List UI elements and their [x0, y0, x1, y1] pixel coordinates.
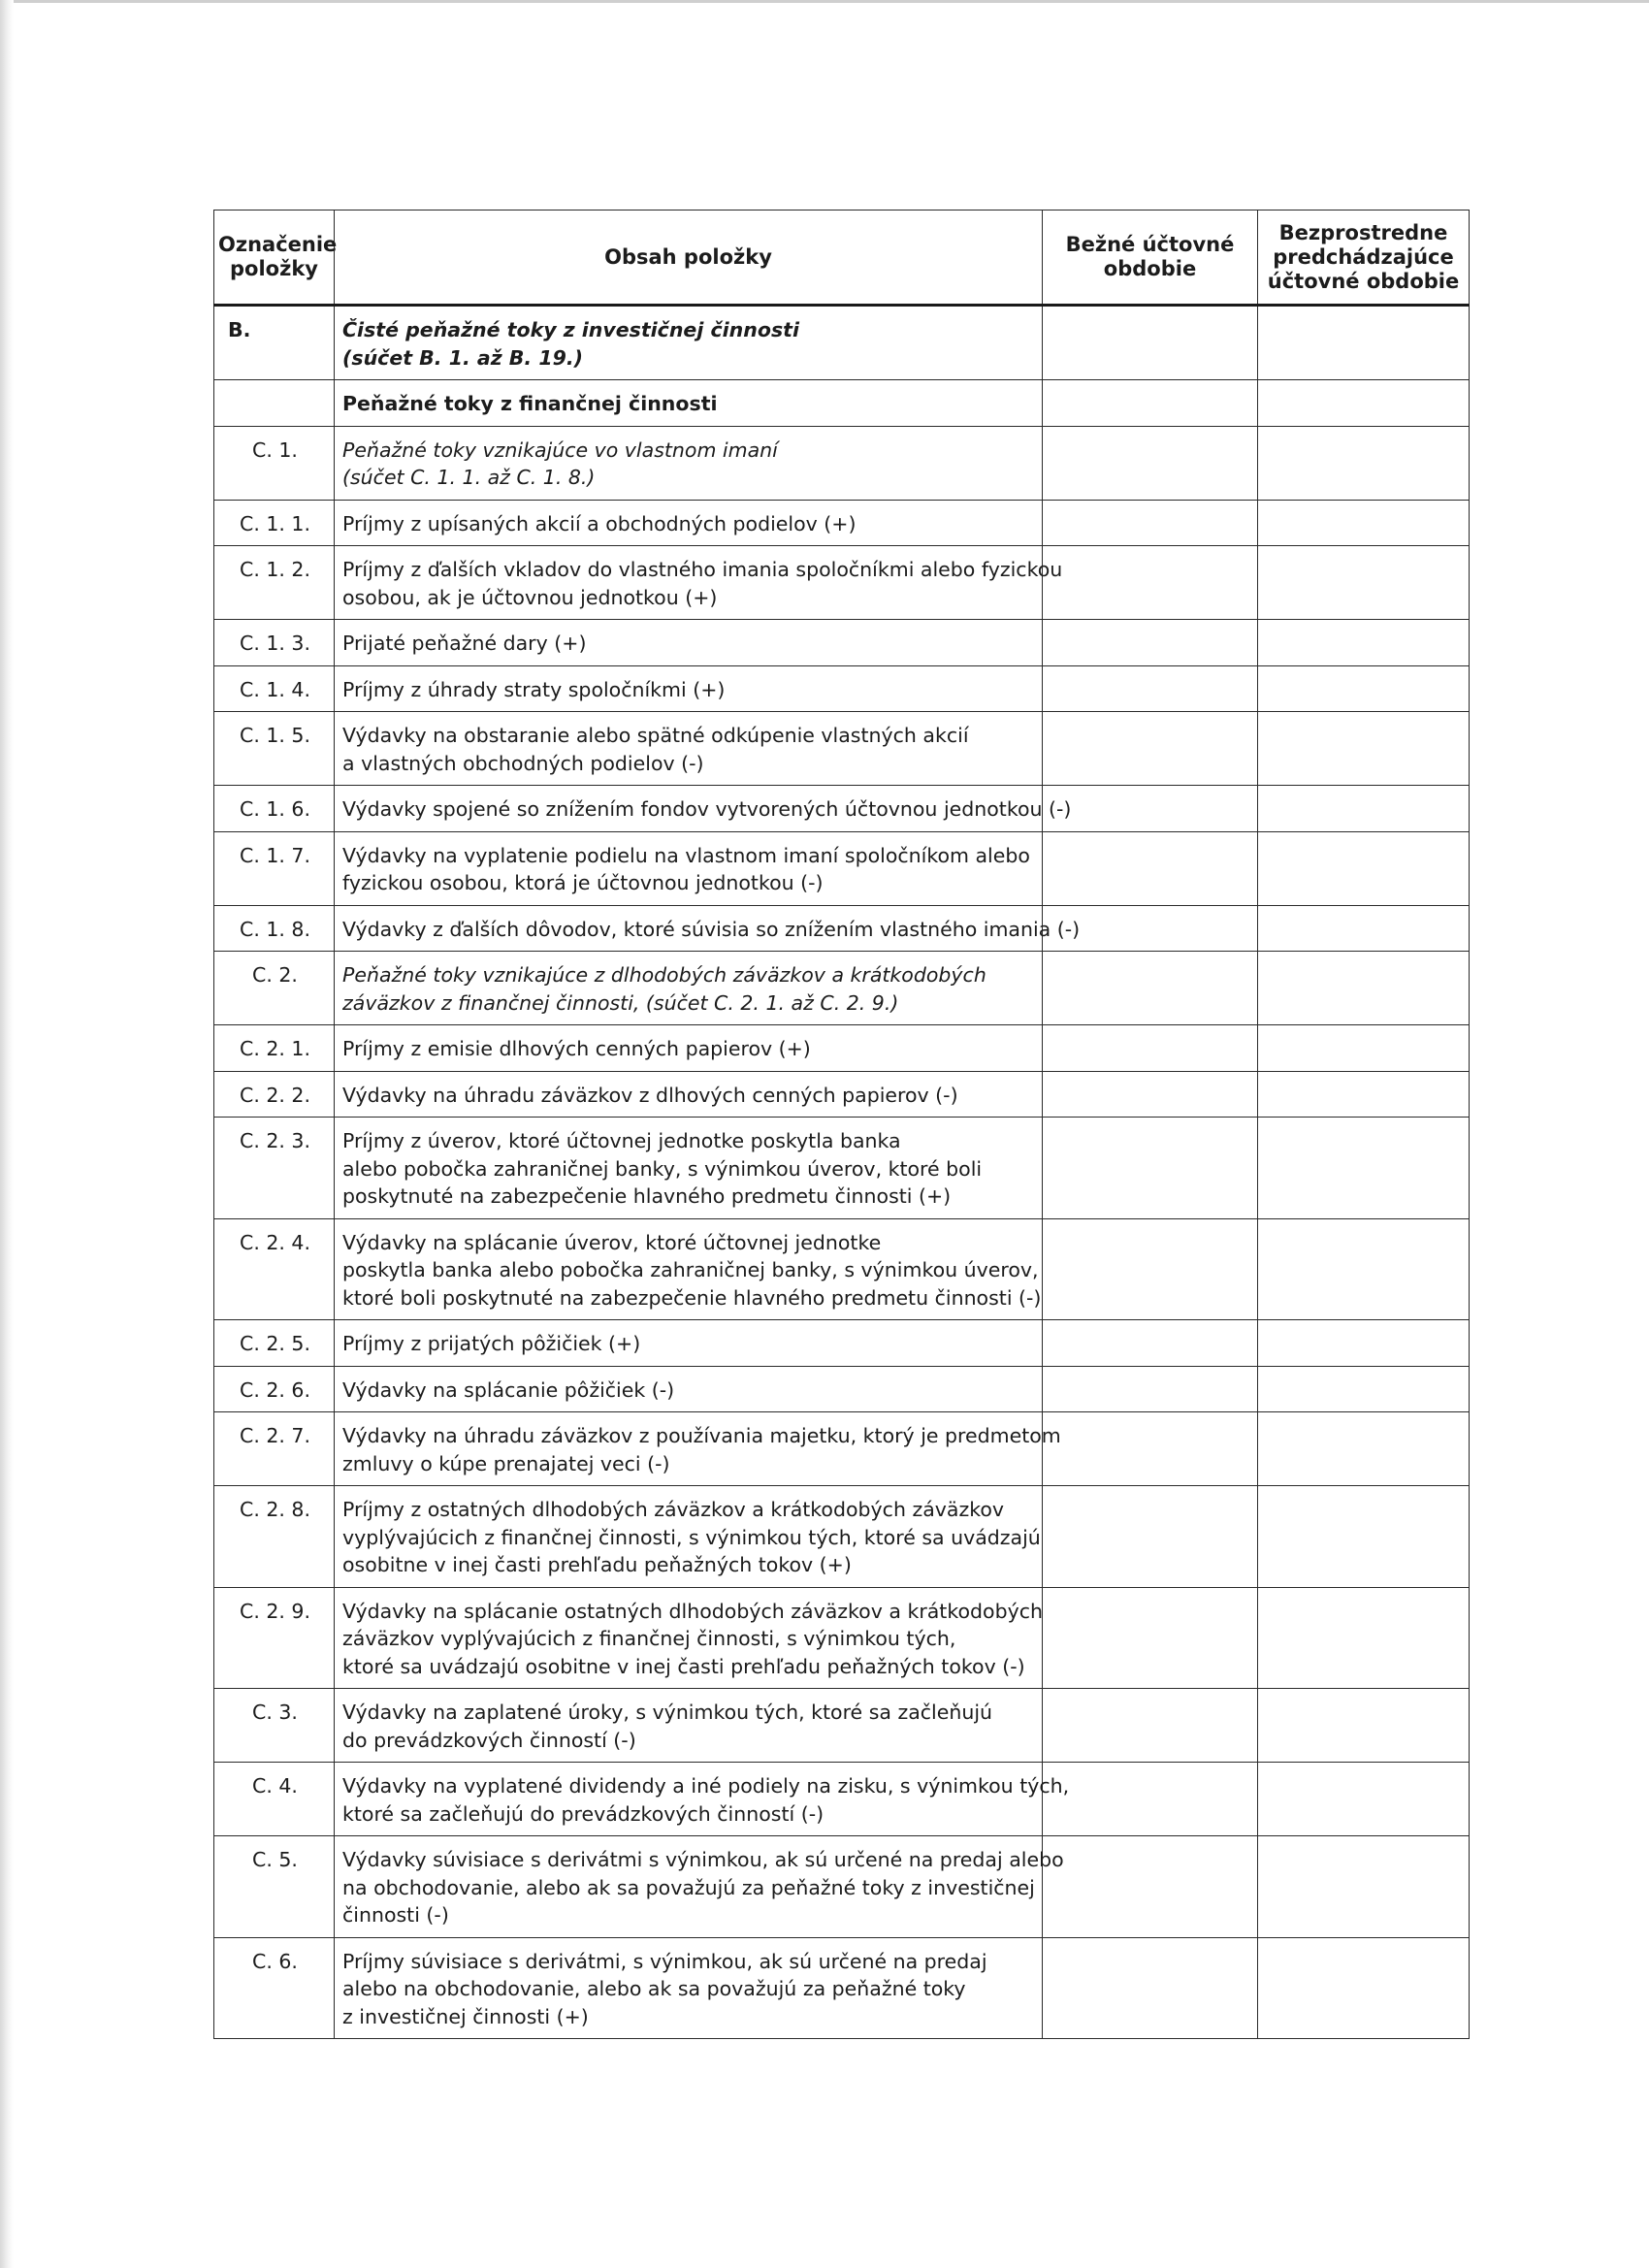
item-content-line: záväzkov vyplývajúcich z finančnej činnosti, s výnimkou tých,	[342, 1627, 956, 1650]
item-code: C. 2.	[214, 952, 335, 1025]
item-content	[335, 1071, 1043, 1118]
item-content	[335, 546, 1063, 620]
item-content	[335, 952, 1043, 1025]
previous-period-cell	[1258, 500, 1470, 546]
table-row	[214, 426, 1470, 500]
item-content-line: Výdavky na splácanie úverov, ktoré účtovnej jednotke	[342, 1230, 882, 1254]
item-code: C. 1. 2.	[214, 546, 335, 620]
table-row	[214, 1587, 1470, 1689]
item-content	[335, 1118, 1043, 1219]
item-content-line: fyzickou osobou, ktorá je účtovnou jednotkou (-)	[342, 871, 824, 894]
item-content-line: Peňažné toky vznikajúce vo vlastnom imaní	[342, 437, 778, 462]
previous-period-cell	[1258, 546, 1470, 620]
table-row	[214, 380, 1470, 427]
table-row	[214, 620, 1470, 666]
previous-period-cell	[1258, 1412, 1470, 1486]
item-code: C. 5.	[214, 1836, 335, 1938]
item-content	[335, 1587, 1043, 1689]
table-row	[214, 500, 1470, 546]
current-period-cell	[1043, 620, 1258, 666]
item-content-line: Výdavky súvisiace s derivátmi s výnimkou, ak sú určené na predaj alebo	[342, 1848, 1064, 1871]
cash-flow-table	[213, 210, 1470, 2039]
previous-period-cell	[1258, 1320, 1470, 1367]
current-period-cell	[1043, 306, 1258, 380]
previous-period-cell	[1258, 620, 1470, 666]
item-content-line: alebo na obchodovanie, alebo ak sa považujú za peňažné toky	[342, 1977, 966, 2000]
current-period-cell	[1043, 1937, 1258, 2039]
table-row	[214, 712, 1470, 786]
item-content-line: Výdavky na vyplatené dividendy a iné podiely na zisku, s výnimkou tých,	[342, 1774, 1070, 1798]
current-period-cell	[1043, 712, 1258, 786]
table-row	[214, 1937, 1470, 2039]
table-row	[214, 1836, 1470, 1938]
current-period-cell	[1043, 1025, 1258, 1072]
item-code: C. 2. 7.	[214, 1412, 335, 1486]
current-period-cell	[1043, 380, 1258, 427]
item-content	[335, 500, 1043, 546]
table-row	[214, 1118, 1470, 1219]
current-period-cell	[1043, 1320, 1258, 1367]
item-content-line: Príjmy z upísaných akcií a obchodných podielov (+)	[342, 511, 857, 535]
previous-period-cell	[1258, 380, 1470, 427]
item-content	[335, 426, 1043, 500]
previous-period-cell	[1258, 952, 1470, 1025]
table-row	[214, 1689, 1470, 1763]
header-previous-period: Bezprostredne predchádzajúce účtovné obdobie	[1258, 211, 1470, 306]
previous-period-cell	[1258, 1486, 1470, 1588]
item-content-line: osobou, ak je účtovnou jednotkou (+)	[342, 585, 718, 609]
table-row	[214, 1320, 1470, 1367]
table-row	[214, 1366, 1470, 1412]
item-code: C. 2. 4.	[214, 1218, 335, 1320]
previous-period-cell	[1258, 1218, 1470, 1320]
current-period-cell	[1043, 952, 1258, 1025]
item-code: B.	[214, 306, 335, 380]
previous-period-cell	[1258, 786, 1470, 832]
item-content-line: ktoré boli poskytnuté na zabezpečenie hlavného predmetu činnosti (-)	[342, 1285, 1042, 1310]
current-period-cell	[1043, 1587, 1258, 1689]
current-period-cell	[1043, 1836, 1258, 1938]
item-content-line: poskytla banka alebo pobočka zahraničnej banky, s výnimkou úverov,	[342, 1258, 1039, 1281]
item-code: C. 2. 1.	[214, 1025, 335, 1072]
item-content-line: vyplývajúcich z finančnej činnosti, s výnimkou tých, ktoré sa uvádzajú	[342, 1525, 1041, 1549]
previous-period-cell	[1258, 1071, 1470, 1118]
item-code: C. 3.	[214, 1689, 335, 1763]
item-content-line: Výdavky na obstaranie alebo spätné odkúpenie vlastných akcií	[342, 724, 969, 747]
current-period-cell	[1043, 1218, 1258, 1320]
current-period-cell	[1043, 786, 1258, 832]
item-content-line: Prijaté peňažné dary (+)	[342, 632, 587, 655]
table-row	[214, 831, 1470, 905]
item-content	[335, 620, 1043, 666]
current-period-cell	[1043, 1118, 1258, 1219]
previous-period-cell	[1258, 905, 1470, 952]
item-content-line: osobitne v inej časti prehľadu peňažných tokov (+)	[342, 1553, 852, 1576]
previous-period-cell	[1258, 306, 1470, 380]
table-row	[214, 1218, 1470, 1320]
table-row	[214, 1071, 1470, 1118]
item-content	[335, 1218, 1043, 1320]
previous-period-cell	[1258, 1937, 1470, 2039]
header-item-content: Obsah položky	[335, 211, 1043, 306]
item-content-line: Výdavky na úhradu záväzkov z používania majetku, ktorý je predmetom	[342, 1424, 1061, 1447]
item-code	[214, 380, 335, 427]
table-body	[214, 306, 1470, 2039]
item-content	[335, 1486, 1043, 1588]
item-code: C. 2. 8.	[214, 1486, 335, 1588]
current-period-cell	[1043, 500, 1258, 546]
item-content-line: Príjmy z emisie dlhových cenných papierov (+)	[342, 1037, 811, 1060]
item-content-line: do prevádzkových činností (-)	[342, 1728, 636, 1752]
item-content	[335, 1937, 1043, 2039]
table-row	[214, 1025, 1470, 1072]
previous-period-cell	[1258, 1689, 1470, 1763]
item-content-line: (súčet B. 1. až B. 19.)	[342, 345, 584, 370]
item-content-line: Čisté peňažné toky z investičnej činnosti	[342, 318, 799, 341]
item-code: C. 2. 6.	[214, 1366, 335, 1412]
item-content	[335, 665, 1043, 712]
item-code: C. 1. 8.	[214, 905, 335, 952]
item-code: C. 4.	[214, 1763, 335, 1836]
item-content-line: Výdavky na vyplatenie podielu na vlastnom imaní spoločníkom alebo	[342, 843, 1030, 867]
current-period-cell	[1043, 1071, 1258, 1118]
current-period-cell	[1043, 665, 1258, 712]
item-code: C. 2. 5.	[214, 1320, 335, 1367]
item-content	[335, 1025, 1043, 1072]
item-content	[335, 1836, 1064, 1938]
previous-period-cell	[1258, 1763, 1470, 1836]
item-code: C. 1. 1.	[214, 500, 335, 546]
item-content-line: Výdavky na splácanie ostatných dlhodobých záväzkov a krátkodobých	[342, 1599, 1043, 1623]
current-period-cell	[1043, 546, 1258, 620]
current-period-cell	[1043, 426, 1258, 500]
item-content-line: ktoré sa uvádzajú osobitne v inej časti prehľadu peňažných tokov (-)	[342, 1654, 1025, 1678]
previous-period-cell	[1258, 1836, 1470, 1938]
item-code: C. 1. 3.	[214, 620, 335, 666]
table-row	[214, 546, 1470, 620]
previous-period-cell	[1258, 1366, 1470, 1412]
table-row	[214, 952, 1470, 1025]
table-row	[214, 1412, 1470, 1486]
item-code: C. 1.	[214, 426, 335, 500]
item-content	[335, 712, 1043, 786]
item-content-line: činnosti (-)	[342, 1903, 449, 1927]
table-row	[214, 1486, 1470, 1588]
item-content-line: (súčet C. 1. 1. až C. 1. 8.)	[342, 466, 596, 489]
current-period-cell	[1043, 831, 1258, 905]
item-content	[335, 905, 1081, 952]
current-period-cell	[1043, 1366, 1258, 1412]
table-row	[214, 665, 1470, 712]
item-content-line: poskytnuté na zabezpečenie hlavného predmetu činnosti (+)	[342, 1184, 952, 1208]
item-content-line: Príjmy súvisiace s derivátmi, s výnimkou, ak sú určené na predaj	[342, 1949, 987, 1973]
item-content-line: Peňažné toky z finančnej činnosti	[342, 392, 718, 415]
item-code: C. 1. 4.	[214, 665, 335, 712]
item-content-line: Príjmy z ďalších vkladov do vlastného imania spoločníkmi alebo fyzickou	[342, 558, 1063, 581]
item-code: C. 1. 7.	[214, 831, 335, 905]
previous-period-cell	[1258, 831, 1470, 905]
item-content	[335, 786, 1072, 832]
table-row	[214, 306, 1470, 380]
header-current-period: Bežné účtovné obdobie	[1043, 211, 1258, 306]
current-period-cell	[1043, 1412, 1258, 1486]
item-code: C. 2. 2.	[214, 1071, 335, 1118]
previous-period-cell	[1258, 1118, 1470, 1219]
scan-edge-left	[0, 0, 14, 2268]
item-content	[335, 1763, 1070, 1836]
item-content-line: na obchodovanie, alebo ak sa považujú za peňažné toky z investičnej	[342, 1875, 1035, 1899]
item-content-line: Príjmy z úverov, ktoré účtovnej jednotke poskytla banka	[342, 1129, 901, 1152]
item-content	[335, 1412, 1061, 1486]
previous-period-cell	[1258, 712, 1470, 786]
item-code: C. 1. 5.	[214, 712, 335, 786]
item-content-line: alebo pobočka zahraničnej banky, s výnimkou úverov, ktoré boli	[342, 1156, 983, 1181]
item-content-line: ktoré sa začleňujú do prevádzkových činností (-)	[342, 1801, 824, 1826]
item-content-line: zmluvy o kúpe prenajatej veci (-)	[342, 1451, 670, 1475]
table-row	[214, 1763, 1470, 1836]
item-content-line: Príjmy z prijatých pôžičiek (+)	[342, 1332, 641, 1355]
header-item-code: Označenie položky	[214, 211, 335, 306]
item-content-line: Výdavky z ďalších dôvodov, ktoré súvisia so znížením vlastného imania (-)	[342, 917, 1081, 941]
item-content-line: Výdavky spojené so znížením fondov vytvorených účtovnou jednotkou (-)	[342, 797, 1072, 821]
previous-period-cell	[1258, 665, 1470, 712]
previous-period-cell	[1258, 426, 1470, 500]
item-content	[335, 1366, 1043, 1412]
item-content-line: z investičnej činnosti (+)	[342, 2004, 589, 2028]
item-content	[335, 380, 1043, 427]
previous-period-cell	[1258, 1025, 1470, 1072]
item-content-line: Výdavky na splácanie pôžičiek (-)	[342, 1377, 675, 1402]
item-code: C. 2. 3.	[214, 1118, 335, 1219]
item-content	[335, 1320, 1043, 1367]
item-content-line: Príjmy z úhrady straty spoločníkmi (+)	[342, 677, 726, 701]
item-content	[335, 306, 1043, 380]
scan-edge-top	[0, 0, 1649, 3]
item-code: C. 6.	[214, 1937, 335, 2039]
table-row	[214, 905, 1470, 952]
item-content-line: a vlastných obchodných podielov (-)	[342, 751, 704, 775]
table-header-row	[214, 211, 1470, 306]
item-content-line: Výdavky na úhradu záväzkov z dlhových cenných papierov (-)	[342, 1083, 958, 1107]
item-content-line: záväzkov z finančnej činnosti, (súčet C. 2. 1. až C. 2. 9.)	[342, 990, 899, 1015]
item-content	[335, 1689, 1043, 1763]
item-content-line: Peňažné toky vznikajúce z dlhodobých záväzkov a krátkodobých	[342, 963, 986, 987]
item-content-line: Príjmy z ostatných dlhodobých záväzkov a krátkodobých záväzkov	[342, 1498, 1005, 1521]
current-period-cell	[1043, 1486, 1258, 1588]
current-period-cell	[1043, 1763, 1258, 1836]
table-row	[214, 786, 1470, 832]
item-content	[335, 831, 1043, 905]
item-content-line: Výdavky na zaplatené úroky, s výnimkou tých, ktoré sa začleňujú	[342, 1701, 993, 1724]
item-code: C. 1. 6.	[214, 786, 335, 832]
current-period-cell	[1043, 1689, 1258, 1763]
previous-period-cell	[1258, 1587, 1470, 1689]
item-code: C. 2. 9.	[214, 1587, 335, 1689]
